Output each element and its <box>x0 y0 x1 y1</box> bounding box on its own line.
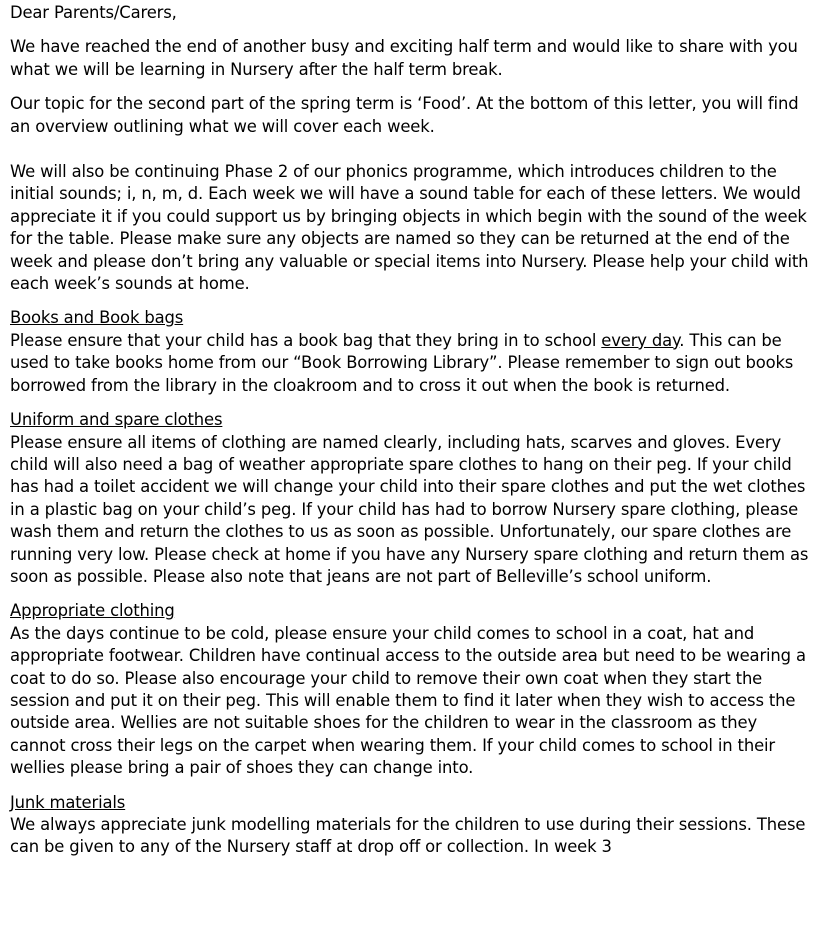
intro-paragraph-1: We have reached the end of another busy and exciting half term and would like to share with you what we will be learning in Nursery after the half term break. <box>10 37 798 79</box>
books-heading: Books and Book bags <box>10 308 184 328</box>
uniform-paragraph: Please ensure all items of clothing are named clearly, including hats, scarves and gloves. Every child will also need a bag of weather appropriate spare clothes to hang on their peg. If your child has had a toilet accident we will change your child into their spare clothes and put the wet clothes in a plastic bag on your child’s peg. If your child has had to borrow Nursery spare clothing, please wash them and return the clothes to us as soon as possible. Unfortunately, our spare clothes are running very low. Please check at home if you have any Nursery spare clothing and return them as soon as possible. Please also note that jeans are not part of Belleville’s school uniform. <box>10 432 809 586</box>
books-paragraph <box>10 330 816 397</box>
clothing-section <box>10 600 816 779</box>
uniform-section <box>10 409 816 588</box>
books-text-after: . This can be used to take books home from our “Book Borrowing Library”. Please remember to sign out books borrowed from the library in the cloakroom and to cross it out when the book is returned. <box>10 330 794 395</box>
clothing-heading: Appropriate clothing <box>10 601 175 621</box>
books-section <box>10 307 816 397</box>
phonics-paragraph: We will also be continuing Phase 2 of our phonics programme, which introduces children to the initial sounds; i, n, m, d. Each week we will have a sound table for each of these letters. We would appreciate it if you could support us by bringing objects in which begin with the sound of the week for the table. Please make sure any objects are named so they can be returned at the end of the week and please don’t bring any valuable or special items into Nursery. Please help your child with each week’s sounds at home. <box>10 162 809 294</box>
intro-paragraph-2: Our topic for the second part of the spring term is ‘Food’. At the bottom of this letter, you will find an overview outlining what we will cover each week. <box>10 94 799 136</box>
clothing-paragraph: As the days continue to be cold, please ensure your child comes to school in a coat, hat and appropriate footwear. Children have continual access to the outside area but need to be wearing a coat to do so. Please also encourage your child to remove their own coat when they start the session and put it on their peg. This will enable them to find it later when they wish to access the outside area. Wellies are not suitable shoes for the children to wear in the classroom as they cannot cross their legs on the carpet when wearing them. If your child comes to school in their wellies please bring a pair of shoes they can change into. <box>10 623 806 778</box>
books-emphasis: every day <box>601 330 680 350</box>
books-text-before: Please ensure that your child has a book bag that they bring in to school <box>10 330 602 350</box>
junk-paragraph: We always appreciate junk modelling materials for the children to use during their sessions. These can be given to any of the Nursery staff at drop off or collection. In week 3 <box>10 815 806 857</box>
junk-section <box>10 792 816 859</box>
junk-heading: Junk materials <box>10 792 126 812</box>
salutation: Dear Parents/Carers, <box>10 3 177 22</box>
uniform-heading: Uniform and spare clothes <box>10 410 223 430</box>
letter-page <box>10 0 816 859</box>
